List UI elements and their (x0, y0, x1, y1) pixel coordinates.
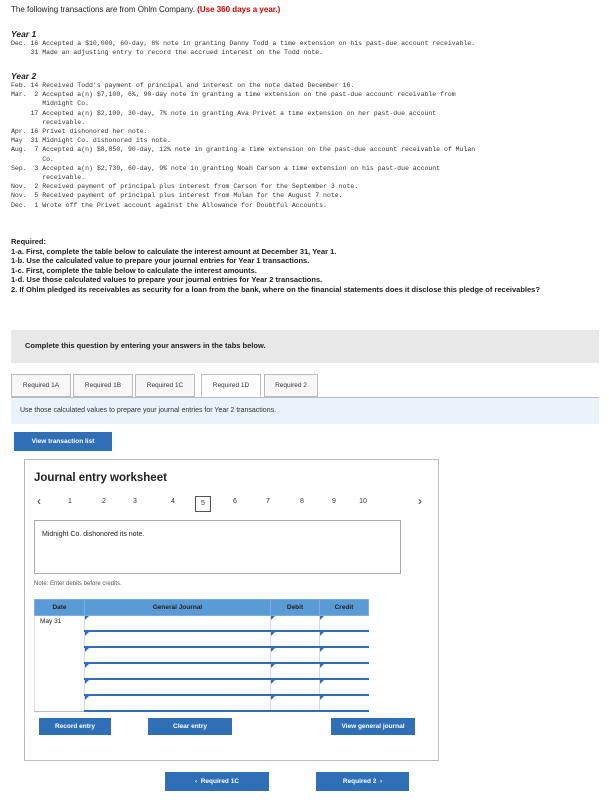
credit-input[interactable] (320, 616, 369, 632)
year1-label: Year 1 (11, 29, 37, 39)
dropdown-marker-icon (320, 616, 324, 620)
dropdown-marker-icon (85, 632, 89, 636)
journal-row (35, 663, 369, 679)
required-item: 1-c. First, complete the table below to calculate the interest amounts. (11, 265, 257, 275)
dropdown-marker-icon (85, 648, 89, 652)
transaction-line: Aug. 7 Accepted a(n) $8,850, 90-day, 12% note in granting a time extension on the past-due account receivable of Mulan (11, 146, 476, 154)
page-9[interactable]: 9 (332, 498, 336, 505)
journal-row (35, 616, 369, 632)
page-2[interactable]: 2 (102, 498, 106, 505)
clear-entry-button[interactable]: Clear entry (148, 718, 232, 735)
transaction-line: receivable. (11, 118, 86, 126)
tab-required-1c[interactable]: Required 1C (135, 374, 195, 397)
page-7[interactable]: 7 (266, 498, 270, 505)
page-5-current[interactable]: 5 (195, 496, 211, 512)
dropdown-marker-icon (85, 680, 89, 684)
credit-header: Credit (320, 600, 369, 616)
transaction-line: Nov. 2 Received payment of principal plus interest from Carson for the September 3 note. (11, 183, 359, 191)
prev-entry-chevron-icon[interactable]: ‹ (37, 494, 41, 508)
dropdown-marker-icon (320, 648, 324, 652)
prev-tab-label: Required 1C (200, 778, 240, 785)
dropdown-marker-icon (271, 648, 275, 652)
page-4[interactable]: 4 (171, 498, 175, 505)
transaction-line: Feb. 14 Received Todd's payment of principal and interest on the note dated December 16. (11, 82, 355, 89)
date-cell: May 31 (35, 616, 85, 712)
required-item: 2. If Ohlm pledged its receivables as security for a loan from the bank, where on the financial statements does it disclose this pledge of receivables? (11, 284, 540, 294)
banner-text: Complete this question by entering your answers in the tabs below. (25, 341, 266, 350)
dropdown-marker-icon (85, 696, 89, 700)
tab-instruction (11, 398, 599, 424)
date-header: Date (35, 600, 85, 616)
debit-input[interactable] (271, 663, 320, 679)
tab-required-1d[interactable]: Required 1D (201, 374, 261, 397)
transaction-line: 17 Accepted a(n) $2,100, 30-day, 7% note in granting Ava Privet a time extension on her past-due account (11, 109, 437, 117)
journal-row (35, 647, 369, 663)
prev-tab-button[interactable]: ‹ Required 1C (165, 772, 269, 791)
next-tab-button[interactable]: Required 2 › (316, 772, 409, 791)
transaction-description: Midnight Co. dishonored its note. (42, 531, 145, 538)
dropdown-marker-icon (85, 616, 89, 620)
transaction-line: Mar. 2 Accepted a(n) $7,100, 6%, 90-day note in granting a time extension on the past-due account receivable from (11, 91, 456, 99)
account-select[interactable] (85, 663, 271, 679)
intro-text: The following transactions are from Ohlm Company. (Use 360 days a year.) (11, 5, 281, 14)
debit-input[interactable] (271, 647, 320, 663)
account-select[interactable] (85, 647, 271, 663)
page-1[interactable]: 1 (68, 498, 72, 505)
next-tab-label: Required 2 (342, 778, 377, 785)
required-item: 1-a. First, complete the table below to calculate the interest amount at December 31, Year 1. (11, 246, 337, 256)
credit-input[interactable] (320, 679, 369, 695)
transaction-line: Nov. 5 Received payment of principal plus interest from Mulan for the August 7 note. (11, 192, 343, 200)
dropdown-marker-icon (320, 632, 324, 636)
dropdown-marker-icon (85, 664, 89, 668)
debit-header: Debit (271, 600, 320, 616)
tab-required-1b[interactable]: Required 1B (73, 374, 133, 397)
required-section (11, 237, 601, 295)
credit-input[interactable] (320, 695, 369, 711)
journal-row (35, 695, 369, 711)
page-8[interactable]: 8 (300, 498, 304, 505)
transaction-line: 31 Made an adjusting entry to record the accrued interest on the Todd note. (11, 49, 324, 57)
account-select[interactable] (85, 679, 271, 695)
journal-row (35, 631, 369, 647)
transaction-description-box (34, 520, 401, 574)
transaction-line: Apr. 16 Privet dishonored her note. (11, 128, 148, 136)
page-6[interactable]: 6 (233, 498, 237, 505)
tab-required-2[interactable]: Required 2 (264, 374, 318, 397)
tab-required-1a[interactable]: Required 1A (11, 374, 71, 397)
next-entry-chevron-icon[interactable]: › (418, 494, 422, 508)
year2-transactions (11, 81, 475, 210)
dropdown-marker-icon (271, 696, 275, 700)
worksheet-title: Journal entry worksheet (34, 472, 167, 484)
account-select[interactable] (85, 695, 271, 711)
debit-input[interactable] (271, 631, 320, 647)
dropdown-marker-icon (271, 632, 275, 636)
debit-input[interactable] (271, 679, 320, 695)
general-journal-header: General Journal (85, 600, 271, 616)
entry-pager (25, 496, 438, 512)
page-3[interactable]: 3 (133, 498, 137, 505)
account-select[interactable] (85, 616, 271, 632)
debit-input[interactable] (271, 695, 320, 711)
view-transaction-list-button[interactable]: View transaction list (14, 432, 112, 451)
view-general-journal-button[interactable]: View general journal (331, 718, 415, 735)
credit-input[interactable] (320, 663, 369, 679)
year2-label: Year 2 (11, 71, 37, 81)
transaction-line: May 31 Midnight Co. dishonored its note. (11, 137, 171, 145)
dropdown-marker-icon (271, 680, 275, 684)
credit-input[interactable] (320, 631, 369, 647)
required-item: 1-b. Use the calculated value to prepare your journal entries for Year 1 transactions. (11, 256, 310, 266)
journal-entry-worksheet (24, 459, 439, 761)
page-10[interactable]: 10 (359, 498, 367, 505)
intro-highlight: (Use 360 days a year.) (197, 5, 281, 14)
dropdown-marker-icon (271, 616, 275, 620)
account-select[interactable] (85, 631, 271, 647)
journal-table (34, 599, 369, 712)
instructions-banner (11, 330, 599, 363)
instruction-text: Use those calculated values to prepare your journal entries for Year 2 transactions. (20, 407, 277, 414)
entry-note: Note: Enter debits before credits. (34, 581, 122, 587)
transaction-line: Midnight Co. (11, 100, 90, 108)
dropdown-marker-icon (320, 664, 324, 668)
transaction-line: Dec. 1 Wrote off the Privet account against the Allowance for Doubtful Accounts. (11, 201, 327, 209)
dropdown-marker-icon (320, 680, 324, 684)
transaction-line: Sep. 3 Accepted a(n) $2,730, 60-day, 9% note in granting Noah Carson a time extension on his past-due account (11, 164, 441, 172)
credit-input[interactable] (320, 647, 369, 663)
required-title: Required: (11, 237, 47, 246)
dropdown-marker-icon (271, 664, 275, 668)
journal-row (35, 679, 369, 695)
transaction-line: Co. (11, 155, 54, 163)
record-entry-button[interactable]: Record entry (39, 718, 111, 735)
dropdown-marker-icon (320, 696, 324, 700)
transaction-line: Dec. 16 Accepted a $10,000, 60-day, 6% note in granting Danny Todd a time extension on his past-due account receivable. (11, 40, 476, 47)
debit-input[interactable] (271, 616, 320, 632)
required-item: 1-d. Use those calculated values to prepare your journal entries for Year 2 transactions. (11, 275, 323, 285)
transaction-line: receivable. (11, 174, 86, 182)
year1-transactions (11, 39, 475, 57)
